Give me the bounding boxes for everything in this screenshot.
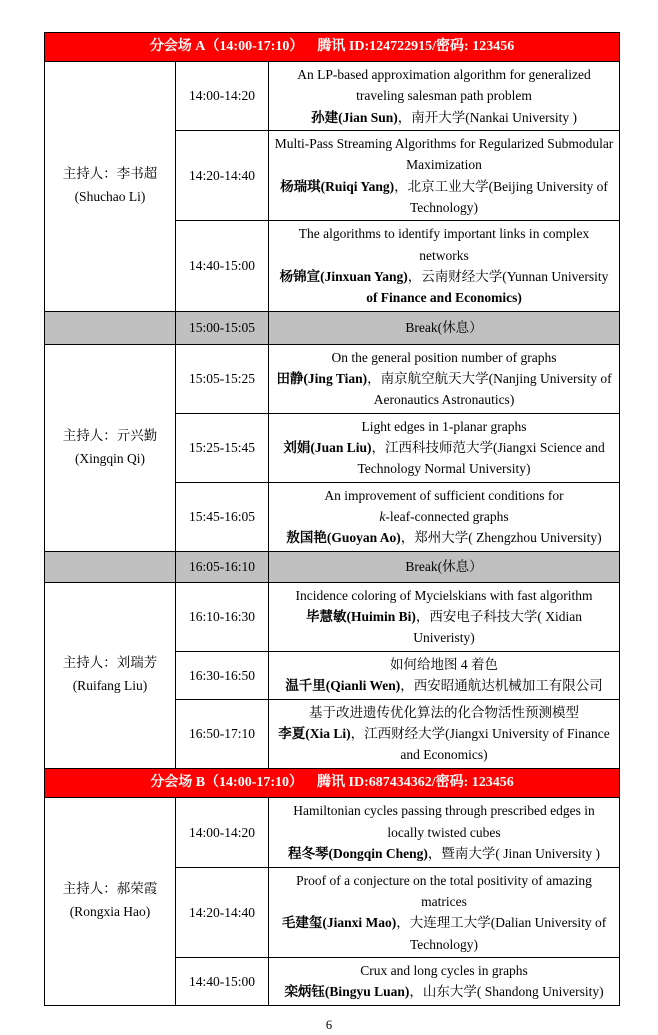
time-cell: 14:20-14:40 (176, 131, 269, 221)
talk-cell (269, 131, 620, 221)
chair-name-en: (Shuchao Li) (74, 189, 146, 205)
talk-speaker-line: 栾炳钰(Bingyu Luan)，山东大学( Shandong University) (284, 984, 604, 1000)
time-cell: 16:50-17:10 (176, 699, 269, 768)
talk-title: Hamiltonian cycles passing through prescribed edges in locally twisted cubes (293, 803, 595, 840)
time-cell: 14:40-15:00 (176, 221, 269, 311)
talk-title: Crux and long cycles in graphs (360, 963, 528, 979)
talk-speaker-line: 毕慧敏(Huimin Bi)，西安电子科技大学( Xidian Univeristy) (306, 609, 583, 646)
session-b-header-row (45, 768, 620, 797)
chair-cell (45, 582, 176, 768)
talk-cell (269, 413, 620, 482)
time-cell: 15:25-15:45 (176, 413, 269, 482)
chair-name-en: (Ruifang Liu) (72, 678, 148, 694)
session-a-meeting-info: 腾讯 ID:124722915/密码: 123456 (317, 39, 515, 54)
time-cell: 16:05-16:10 (176, 551, 269, 582)
time-cell: 16:30-16:50 (176, 651, 269, 699)
chair-cell (45, 797, 176, 1005)
talk-speaker-line: 杨瑞琪(Ruiqi Yang)，北京工业大学(Beijing University of Technology) (280, 178, 608, 216)
talk-title: Light edges in 1-planar graphs (361, 418, 527, 434)
chair-name-cn: 主持人：亓兴勤 (62, 427, 158, 443)
program-page (0, 32, 658, 1035)
talk-title: Proof of a conjecture on the total positivity of amazing matrices (296, 872, 592, 910)
talk-cell (269, 797, 620, 867)
chair-cell (45, 344, 176, 551)
talk-speaker-line: 温千里(Qianli Wen)，西安昭通航达机械加工有限公司 (285, 678, 603, 694)
chair-cell (45, 62, 176, 312)
time-cell: 15:05-15:25 (176, 344, 269, 413)
time-cell: 15:45-16:05 (176, 482, 269, 551)
talk-speaker-line: 李夏(Xia Li)，江西财经大学(Jiangxi University of Finance and Economics) (278, 726, 610, 763)
break-row (45, 311, 620, 344)
break-row (45, 551, 620, 582)
session-b-title: 分会场 B（14:00-17:10） (150, 774, 304, 790)
chair-name-cn: 主持人：刘瑞芳 (62, 655, 158, 671)
time-cell: 14:00-14:20 (176, 62, 269, 131)
chair-name-en: (Rongxia Hao) (69, 904, 151, 920)
talk-cell (269, 867, 620, 957)
time-cell: 14:20-14:40 (176, 867, 269, 957)
time-cell: 15:00-15:05 (176, 311, 269, 344)
session-b-header (45, 768, 620, 797)
talk-speaker-line: 杨锦宣(Jinxuan Yang)，云南财经大学(Yunnan University of Finance and Economics) (279, 269, 609, 306)
talk-speaker-line: 毛建玺(Jianxi Mao)，大连理工大学(Dalian University of Technology) (281, 915, 607, 952)
schedule-table (44, 32, 620, 1006)
session-a-header-row (45, 33, 620, 62)
talk-cell (269, 582, 620, 651)
time-cell: 14:40-15:00 (176, 958, 269, 1006)
chair-name-cn: 主持人：李书超 (62, 166, 158, 182)
talk-cell (269, 482, 620, 551)
talk-title: 如何给地图 4 着色 (390, 656, 499, 672)
break-label: Break(休息） (269, 311, 620, 344)
session-b-meeting-info: 腾讯 ID:687434362/密码: 123456 (317, 774, 514, 790)
break-label: Break(休息） (269, 551, 620, 582)
talk-title: The algorithms to identify important links in complex networks (298, 226, 590, 263)
talk-speaker-line: 程冬琴(Dongqin Cheng)，暨南大学( Jinan University ) (288, 845, 601, 861)
break-empty-cell (45, 551, 176, 582)
talk-cell (269, 699, 620, 768)
chair-name-cn: 主持人：郝荣霞 (62, 881, 158, 897)
talk-title: An LP-based approximation algorithm for generalized traveling salesman path problem (297, 67, 591, 104)
talk-title: Multi-Pass Streaming Algorithms for Regularized Submodular Maximization (274, 136, 614, 173)
chair-name-en: (Xingqin Qi) (74, 450, 146, 466)
talk-speaker-line: 敖国艳(Guoyan Ao)，郑州大学( Zhengzhou University) (286, 530, 602, 546)
talk-speaker-line: 田静(Jing Tian)，南京航空航天大学(Nanjing University of Aeronautics Astronautics) (276, 371, 612, 408)
talk-title: An improvement of sufficient conditions for k-leaf-connected graphs (324, 487, 564, 525)
talk-cell (269, 651, 620, 699)
talk-speaker-line: 孙建(Jian Sun)，南开大学(Nankai University ) (311, 109, 577, 125)
break-empty-cell (45, 311, 176, 344)
table-row (45, 797, 620, 867)
session-a-title: 分会场 A（14:00-17:10） (149, 39, 304, 54)
talk-cell (269, 221, 620, 311)
talk-title: On the general position number of graphs (331, 349, 557, 365)
talk-cell (269, 958, 620, 1006)
talk-title: Incidence coloring of Mycielskians with fast algorithm (295, 587, 593, 603)
session-a-header (45, 33, 620, 62)
table-row (45, 344, 620, 413)
talk-cell (269, 62, 620, 131)
talk-cell (269, 344, 620, 413)
table-row (45, 62, 620, 131)
page-number: 6 (325, 1017, 333, 1032)
time-cell: 16:10-16:30 (176, 582, 269, 651)
talk-title: 基于改进遗传优化算法的化合物活性预测模型 (309, 704, 580, 720)
talk-speaker-line: 刘娟(Juan Liu)，江西科技师范大学(Jiangxi Science and Technology Normal University) (283, 440, 605, 477)
time-cell: 14:00-14:20 (176, 797, 269, 867)
table-row (45, 582, 620, 651)
